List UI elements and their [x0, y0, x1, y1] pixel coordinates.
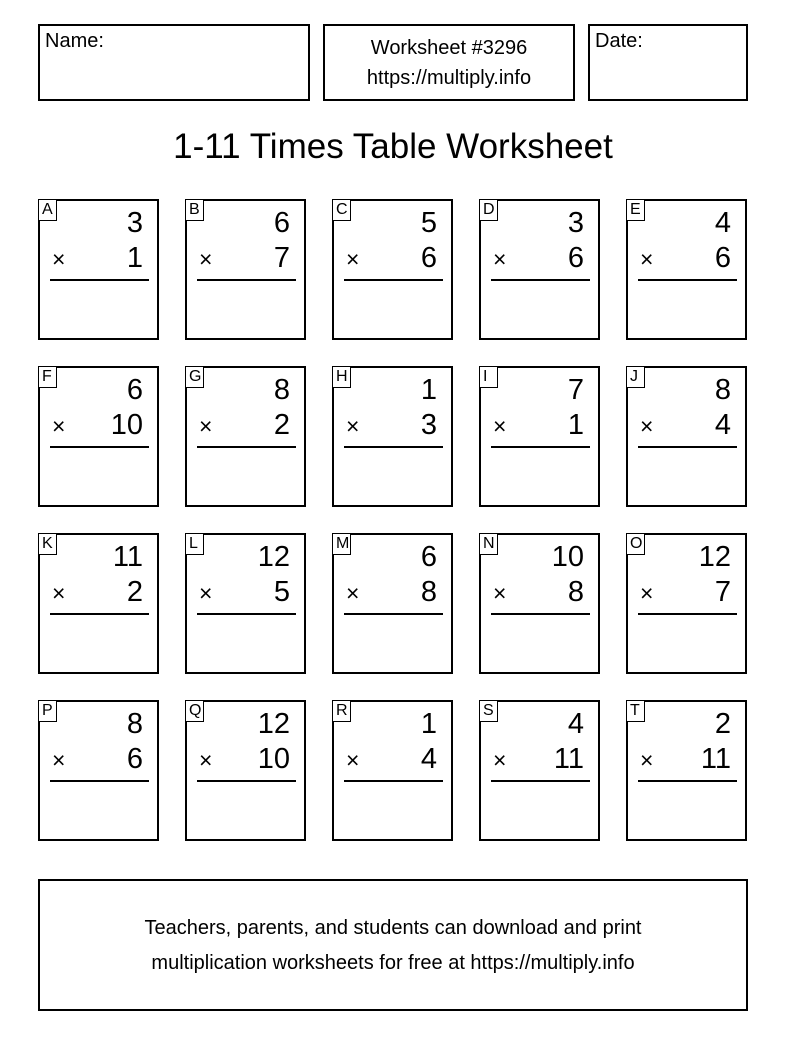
- problem-letter: A: [38, 199, 57, 221]
- problem-letter: M: [332, 533, 351, 555]
- answer-line: [638, 780, 737, 782]
- answer-line: [491, 446, 590, 448]
- multiply-sign: ×: [199, 413, 213, 439]
- multiplier: 6: [714, 242, 731, 274]
- multiplicand: 7: [567, 374, 584, 406]
- problem-letter: J: [626, 366, 645, 388]
- problem-card: [185, 199, 306, 340]
- problem-letter: G: [185, 366, 204, 388]
- answer-line: [197, 279, 296, 281]
- answer-line: [491, 780, 590, 782]
- answer-line: [50, 780, 149, 782]
- multiply-sign: ×: [346, 747, 360, 773]
- multiplicand: 1: [420, 708, 437, 740]
- multiply-sign: ×: [52, 413, 66, 439]
- multiplier: 8: [567, 576, 584, 608]
- problem-letter: T: [626, 700, 645, 722]
- multiplier: 11: [700, 743, 731, 775]
- multiplier: 2: [273, 409, 290, 441]
- multiplier: 7: [714, 576, 731, 608]
- multiply-sign: ×: [640, 747, 654, 773]
- problem-card: [626, 533, 747, 674]
- multiplicand: 8: [714, 374, 731, 406]
- multiplier: 1: [126, 242, 143, 274]
- problem-card: [332, 199, 453, 340]
- footer-line-2: multiplication worksheets for free at https://multiply.info: [151, 952, 635, 974]
- multiplier: 6: [567, 242, 584, 274]
- problem-letter: P: [38, 700, 57, 722]
- multiply-sign: ×: [640, 413, 654, 439]
- problem-card: [332, 533, 453, 674]
- multiply-sign: ×: [493, 747, 507, 773]
- page-title: 1-11 Times Table Worksheet: [173, 127, 613, 166]
- answer-line: [197, 780, 296, 782]
- multiplicand: 6: [420, 541, 437, 573]
- answer-line: [638, 446, 737, 448]
- multiplicand: 3: [567, 207, 584, 239]
- multiplier: 4: [714, 409, 731, 441]
- problem-card: [38, 533, 159, 674]
- problem-card: [479, 700, 600, 841]
- problem-letter: N: [479, 533, 498, 555]
- multiplier: 5: [273, 576, 290, 608]
- worksheet-id: Worksheet #3296: [370, 37, 528, 59]
- problem-letter: K: [38, 533, 57, 555]
- date-label: Date:: [595, 30, 643, 52]
- problem-letter: R: [332, 700, 351, 722]
- multiplicand: 8: [126, 708, 143, 740]
- multiplicand: 6: [273, 207, 290, 239]
- name-label: Name:: [45, 30, 104, 52]
- multiplicand: 3: [126, 207, 143, 239]
- problem-card: [38, 366, 159, 507]
- problem-letter: C: [332, 199, 351, 221]
- problem-letter: E: [626, 199, 645, 221]
- multiply-sign: ×: [52, 246, 66, 272]
- multiply-sign: ×: [199, 747, 213, 773]
- multiplier: 10: [257, 743, 290, 775]
- problem-card: [626, 199, 747, 340]
- problem-letter: S: [479, 700, 498, 722]
- problem-card: [479, 199, 600, 340]
- problem-letter: O: [626, 533, 645, 555]
- problem-card: [38, 700, 159, 841]
- multiplicand: 4: [714, 207, 731, 239]
- problem-letter: F: [38, 366, 57, 388]
- problem-letter: H: [332, 366, 351, 388]
- problem-letter: Q: [185, 700, 204, 722]
- answer-line: [50, 613, 149, 615]
- answer-line: [491, 279, 590, 281]
- multiply-sign: ×: [640, 580, 654, 606]
- multiply-sign: ×: [493, 580, 507, 606]
- problem-card: [332, 366, 453, 507]
- footer-line-1: Teachers, parents, and students can download and print: [144, 917, 642, 939]
- problem-card: [185, 366, 306, 507]
- multiplicand: 8: [273, 374, 290, 406]
- answer-line: [50, 446, 149, 448]
- answer-line: [638, 279, 737, 281]
- multiplicand: 2: [714, 708, 731, 740]
- multiplier: 3: [420, 409, 437, 441]
- multiplier: 8: [420, 576, 437, 608]
- multiplier: 6: [126, 743, 143, 775]
- answer-line: [344, 613, 443, 615]
- multiplicand: 12: [257, 541, 290, 573]
- problem-card: [479, 533, 600, 674]
- multiplier: 4: [420, 743, 437, 775]
- multiplicand: 10: [551, 541, 584, 573]
- answer-line: [344, 780, 443, 782]
- multiply-sign: ×: [52, 580, 66, 606]
- multiply-sign: ×: [346, 413, 360, 439]
- multiplier: 10: [110, 409, 143, 441]
- multiply-sign: ×: [640, 246, 654, 272]
- multiplicand: 12: [698, 541, 731, 573]
- multiply-sign: ×: [52, 747, 66, 773]
- multiplicand: 11: [112, 541, 143, 573]
- problem-card: [185, 700, 306, 841]
- multiply-sign: ×: [493, 413, 507, 439]
- problem-card: [626, 366, 747, 507]
- multiplier: 6: [420, 242, 437, 274]
- problem-letter: D: [479, 199, 498, 221]
- multiply-sign: ×: [493, 246, 507, 272]
- problem-letter: B: [185, 199, 204, 221]
- multiply-sign: ×: [346, 246, 360, 272]
- multiplicand: 4: [567, 708, 584, 740]
- multiply-sign: ×: [199, 580, 213, 606]
- answer-line: [344, 279, 443, 281]
- problem-card: [626, 700, 747, 841]
- multiply-sign: ×: [199, 246, 213, 272]
- multiplier: 11: [553, 743, 584, 775]
- answer-line: [50, 279, 149, 281]
- problem-card: [479, 366, 600, 507]
- problem-card: [185, 533, 306, 674]
- footer-box: [38, 879, 748, 1011]
- multiplicand: 6: [126, 374, 143, 406]
- multiplier: 7: [273, 242, 290, 274]
- answer-line: [638, 613, 737, 615]
- answer-line: [344, 446, 443, 448]
- multiplicand: 5: [420, 207, 437, 239]
- multiplier: 1: [567, 409, 584, 441]
- answer-line: [197, 446, 296, 448]
- problem-card: [38, 199, 159, 340]
- multiply-sign: ×: [346, 580, 360, 606]
- problem-letter: L: [185, 533, 204, 555]
- problem-card: [332, 700, 453, 841]
- multiplicand: 12: [257, 708, 290, 740]
- answer-line: [197, 613, 296, 615]
- answer-line: [491, 613, 590, 615]
- site-url: https://multiply.info: [366, 67, 532, 89]
- multiplicand: 1: [420, 374, 437, 406]
- multiplier: 2: [126, 576, 143, 608]
- problem-letter: I: [479, 366, 498, 388]
